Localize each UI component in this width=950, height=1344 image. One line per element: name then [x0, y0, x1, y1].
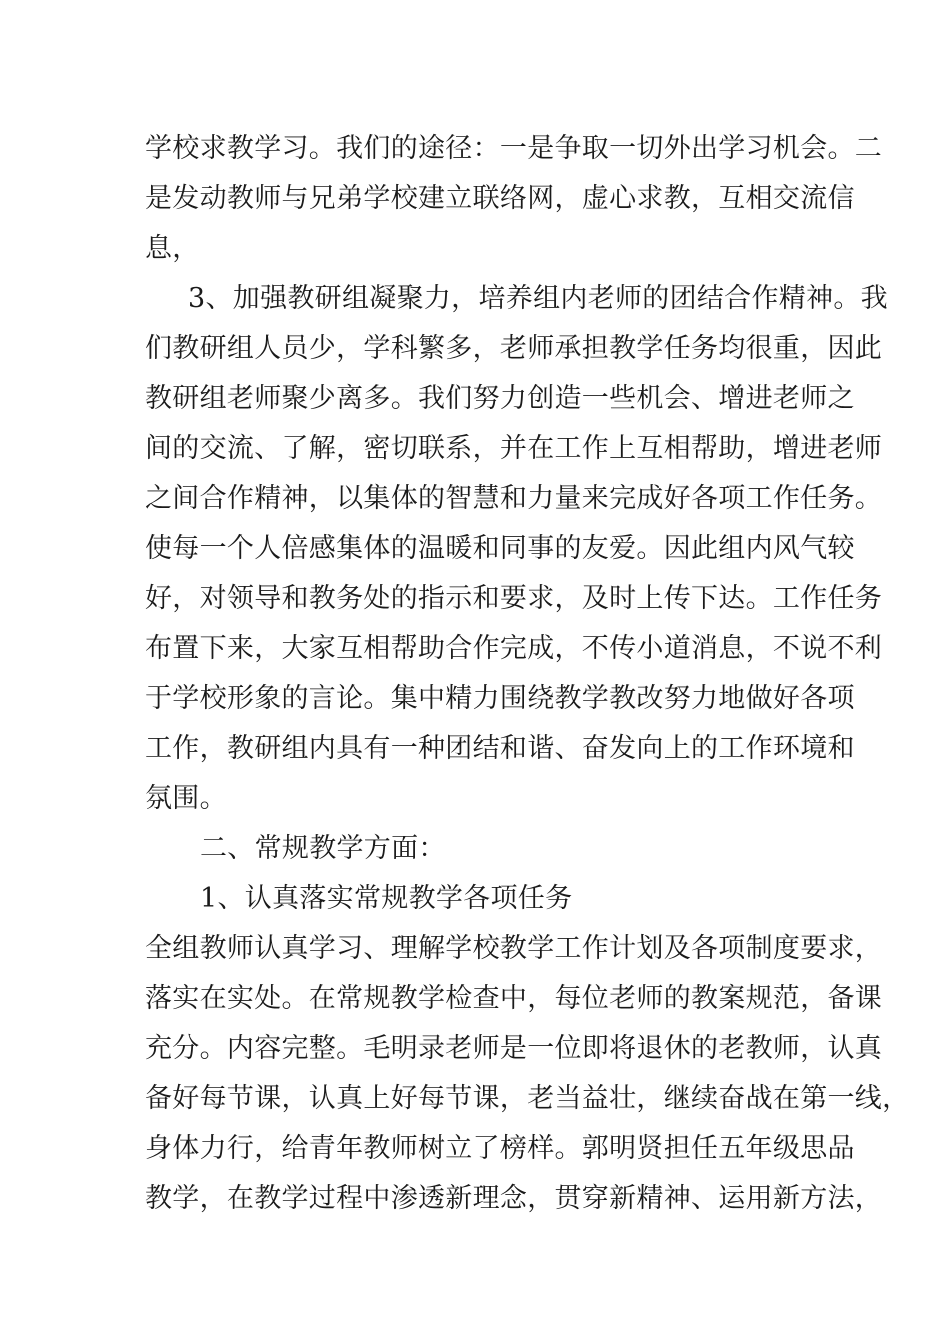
text-line: 教研组老师聚少离多。我们努力创造一些机会、增进老师之: [145, 383, 855, 414]
section-heading: 二、常规教学方面：: [200, 833, 446, 864]
text-line: 好，对领导和教务处的指示和要求，及时上传下达。工作任务: [145, 583, 883, 614]
text-line: 是发动教师与兄弟学校建立联络网，虚心求教，互相交流信: [145, 183, 855, 214]
text-line: 3、加强教研组凝聚力，培养组内老师的团结合作精神。我: [188, 283, 888, 314]
text-line: 工作，教研组内具有一种团结和谐、奋发向上的工作环境和: [145, 733, 855, 764]
text-line: 充分。内容完整。毛明录老师是一位即将退休的老教师，认真: [145, 1033, 883, 1064]
text-line: 氛围。: [145, 783, 227, 814]
text-line: 于学校形象的言论。集中精力围绕教学教改努力地做好各项: [145, 683, 855, 714]
text-line: 使每一个人倍感集体的温暖和同事的友爱。因此组内风气较: [145, 533, 855, 564]
subsection-heading: 1、认真落实常规教学各项任务: [200, 883, 573, 914]
text-line: 全组教师认真学习、理解学校教学工作计划及各项制度要求，: [145, 933, 883, 964]
text-line: 备好每节课，认真上好每节课，老当益壮，继续奋战在第一线，: [145, 1083, 910, 1114]
text-line: 身体力行，给青年教师树立了榜样。郭明贤担任五年级思品: [145, 1133, 855, 1164]
text-line: 教学，在教学过程中渗透新理念，贯穿新精神、运用新方法，: [145, 1183, 883, 1214]
text-line: 间的交流、了解，密切联系，并在工作上互相帮助，增进老师: [145, 433, 883, 464]
text-line: 布置下来，大家互相帮助合作完成，不传小道消息，不说不利: [145, 633, 883, 664]
text-line: 息，: [145, 233, 200, 264]
text-line: 们教研组人员少，学科繁多，老师承担教学任务均很重，因此: [145, 333, 883, 364]
text-line: 学校求教学习。我们的途径：一是争取一切外出学习机会。二: [145, 133, 883, 164]
text-line: 之间合作精神，以集体的智慧和力量来完成好各项工作任务。: [145, 483, 883, 514]
text-line: 落实在实处。在常规教学检查中，每位老师的教案规范，备课: [145, 983, 883, 1014]
